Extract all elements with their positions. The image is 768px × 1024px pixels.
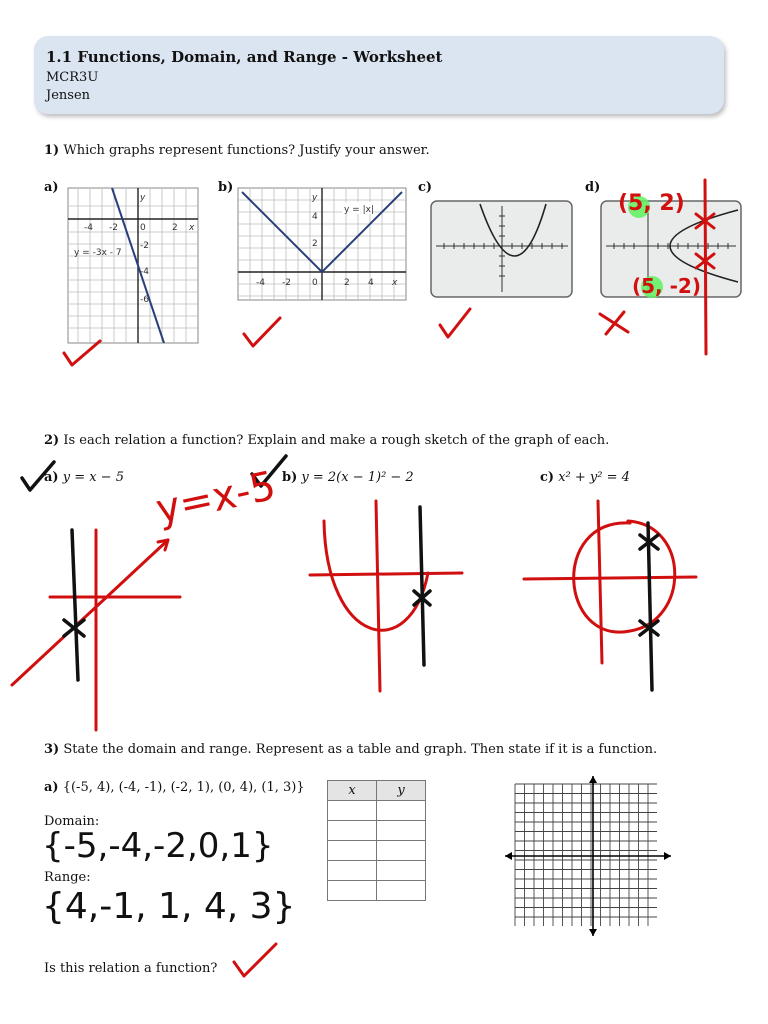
question-2-number: 2) — [44, 433, 60, 448]
graph-a — [68, 188, 198, 343]
graph-a-tick-x4: 2 — [172, 223, 178, 233]
q2a-equation: y = x − 5 — [62, 470, 124, 485]
domain-answer: {-5,-4,-2,0,1} — [42, 826, 274, 866]
table-cell[interactable] — [377, 841, 426, 861]
table-cell[interactable] — [328, 881, 377, 901]
graph-b-tick-y2: 4 — [312, 212, 318, 222]
table-cell[interactable] — [377, 881, 426, 901]
course-code: MCR3U — [46, 70, 99, 85]
graph-a-tick-y4: -6 — [140, 295, 149, 305]
q2a-handwritten-equation: y=x-5 — [152, 462, 280, 533]
q2a-label: a) — [44, 470, 59, 485]
q3a-label: a) — [44, 780, 59, 795]
author-name: Jensen — [46, 88, 91, 103]
graph-b-check — [240, 312, 285, 350]
table-header-y: y — [377, 781, 426, 801]
q3a-set-line — [44, 780, 305, 795]
graph-d-point-top: (5, 2) — [618, 191, 685, 216]
domain-label: Domain: — [44, 814, 100, 829]
xy-table — [327, 780, 426, 901]
question-3-text: State the domain and range. Represent as a table and graph. Then state if it is a function. — [63, 742, 658, 757]
coordinate-grid — [505, 776, 671, 936]
question-2-text: Is each relation a function? Explain and make a rough sketch of the graph of each. — [63, 433, 610, 448]
q2c-equation-line — [540, 470, 630, 485]
graph-a-tick-x1: -4 — [84, 223, 93, 233]
graph-b-tick-x3: 0 — [312, 278, 318, 288]
graph-a-equation: y = -3x - 7 — [74, 248, 122, 258]
q2a-sketch — [10, 510, 190, 735]
question-1 — [44, 143, 430, 158]
graph-a-check — [60, 335, 105, 370]
question-1-number: 1) — [44, 143, 60, 158]
table-cell[interactable] — [328, 841, 377, 861]
graph-b-tick-x4: 2 — [344, 278, 350, 288]
q2c-equation: x² + y² = 4 — [558, 470, 630, 485]
question-3-number: 3) — [44, 742, 60, 757]
graph-a-tick-y1: y — [140, 193, 146, 203]
table-cell[interactable] — [377, 861, 426, 881]
graph-c — [430, 200, 573, 298]
graph-a-tick-y3: -4 — [140, 267, 149, 277]
graph-b-equation: y = |x| — [344, 205, 374, 215]
graph-b-tick-x5: 4 — [368, 278, 374, 288]
q2a-equation-line — [44, 470, 124, 485]
worksheet-header — [34, 36, 724, 114]
table-row — [328, 821, 426, 841]
table-cell[interactable] — [328, 861, 377, 881]
graph-b-tick-x2: -2 — [282, 278, 291, 288]
table-header-x: x — [328, 781, 377, 801]
graph-a-tick-x5: x — [189, 223, 195, 233]
graph-b-tick-x6: x — [392, 278, 398, 288]
question-1-text: Which graphs represent functions? Justify your answer. — [63, 143, 430, 158]
table-cell[interactable] — [377, 801, 426, 821]
q3-function-check — [230, 940, 280, 982]
graph-d-cross — [596, 308, 632, 338]
graph-a-tick-x3: 0 — [140, 223, 146, 233]
table-cell[interactable] — [377, 821, 426, 841]
q1-label-d: d) — [585, 180, 601, 195]
graph-c-check — [436, 305, 476, 343]
range-answer: {4,-1, 1, 4, 3} — [42, 886, 296, 927]
worksheet-title: 1.1 Functions, Domain, and Range - Worksheet — [46, 48, 443, 66]
graph-b-tick-y1: y — [312, 193, 318, 203]
graph-a-tick-y2: -2 — [140, 241, 149, 251]
table-cell[interactable] — [328, 801, 377, 821]
q2b-label: b) — [282, 470, 298, 485]
q2b-equation: y = 2(x − 1)² − 2 — [301, 470, 414, 485]
table-cell[interactable] — [328, 821, 377, 841]
graph-b-tick-x1: -4 — [256, 278, 265, 288]
table-row — [328, 841, 426, 861]
graph-d-point-bottom: (5, -2) — [632, 274, 701, 298]
q2c-sketch — [520, 495, 700, 695]
table-row — [328, 801, 426, 821]
graph-b — [238, 188, 406, 300]
question-3 — [44, 742, 657, 757]
graph-a-tick-x2: -2 — [109, 223, 118, 233]
range-label: Range: — [44, 870, 91, 885]
q2b-equation-line — [282, 470, 414, 485]
q1-label-a: a) — [44, 180, 59, 195]
function-question: Is this relation a function? — [44, 961, 218, 976]
table-row — [328, 861, 426, 881]
q1-label-c: c) — [418, 180, 433, 195]
q2c-label: c) — [540, 470, 555, 485]
graph-b-tick-y3: 2 — [312, 239, 318, 249]
question-2 — [44, 433, 609, 448]
graph-d-vertical-line-test — [690, 178, 720, 358]
q1-label-b: b) — [218, 180, 234, 195]
q3a-set: {(-5, 4), (-4, -1), (-2, 1), (0, 4), (1, 3)} — [62, 780, 305, 795]
table-row — [328, 881, 426, 901]
q2b-sketch — [300, 495, 470, 695]
